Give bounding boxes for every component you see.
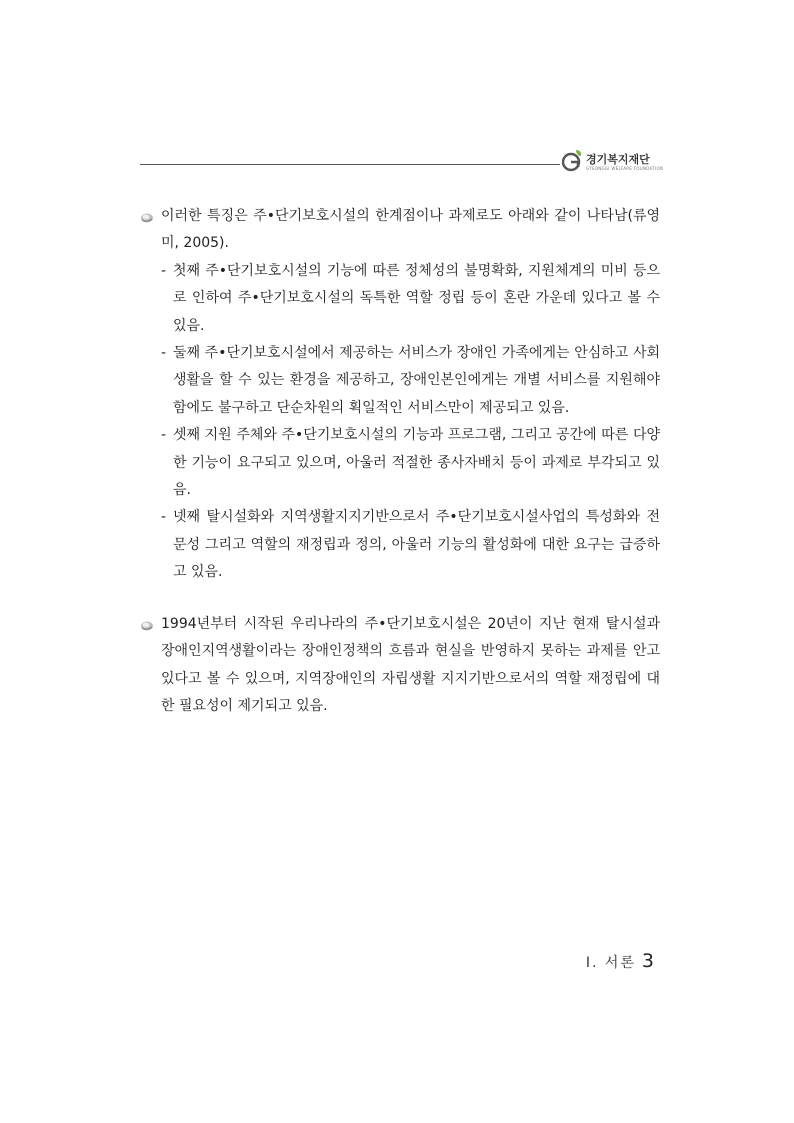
foundation-logo-icon: [562, 148, 584, 174]
header-rule: [140, 164, 560, 165]
sub-item-3-text: 셋째 지원 주체와 주•단기보호시설의 기능과 프로그램, 그리고 공간에 따른 다양한 기능이 요구되고 있으며, 아울러 적절한 종사자배치 등이 과제로 부각되고 있음.: [173, 427, 660, 499]
logo-text: 경기복지재단: [586, 153, 650, 166]
sub-item-2: [161, 340, 660, 422]
dash-marker: -: [161, 509, 167, 526]
sub-item-1: [161, 258, 660, 340]
dash-marker: -: [161, 427, 167, 444]
bullet-paragraph-2-text: 1994년부터 시작된 우리나라의 주•단기보호시설은 20년이 지난 현재 탈시설과 장애인지역생활이라는 장애인정책의 흐름과 현실을 반영하지 못하는 과제를 안고 있다고 볼 수 있으며, 지역장애인의 자립생활 지지기반으로서의 역할 재정립에 대한 필요성이 제기되고 있음.: [161, 615, 660, 714]
page-number: 3: [641, 950, 654, 972]
dash-marker: -: [161, 262, 167, 279]
sub-item-3: [161, 422, 660, 504]
sub-item-list: [161, 258, 660, 587]
bullet-paragraph-1-text: 이러한 특징은 주•단기보호시설의 한계점이나 과제로도 아래와 같이 나타남(류영미, 2005).: [161, 208, 660, 252]
document-body: [140, 203, 660, 720]
logo-subtext: GYEONGGI WELFARE FOUNDATION: [586, 166, 664, 171]
bullet-icon: [140, 211, 154, 223]
chapter-label: Ⅰ. 서론: [585, 955, 636, 971]
bullet-icon: [140, 619, 154, 631]
sub-item-4-text: 넷째 탈시설화와 지역생활지지기반으로서 주•단기보호시설사업의 특성화와 전문성 그리고 역할의 재정립과 정의, 아울러 기능의 활성화에 대한 요구는 급증하고 있음.: [173, 509, 660, 581]
dash-marker: -: [161, 345, 167, 362]
bullet-paragraph-2: [140, 611, 660, 721]
foundation-logo: [562, 148, 662, 176]
sub-item-4: [161, 504, 660, 586]
sub-item-1-text: 첫째 주•단기보호시설의 기능에 따른 정체성의 불명확화, 지원체계의 미비 등으로 인하여 주•단기보호시설의 독특한 역할 정립 등이 혼란 가운데 있다고 볼 수 있음.: [173, 262, 660, 334]
bullet-paragraph-1: [140, 203, 660, 587]
sub-item-2-text: 둘째 주•단기보호시설에서 제공하는 서비스가 장애인 가족에게는 안심하고 사회생활을 할 수 있는 환경을 제공하고, 장애인본인에게는 개별 서비스를 지원해야 함에도 불구하고 단순차원의 획일적인 서비스만이 제공되고 있음.: [173, 345, 660, 416]
page-footer: [586, 950, 654, 972]
